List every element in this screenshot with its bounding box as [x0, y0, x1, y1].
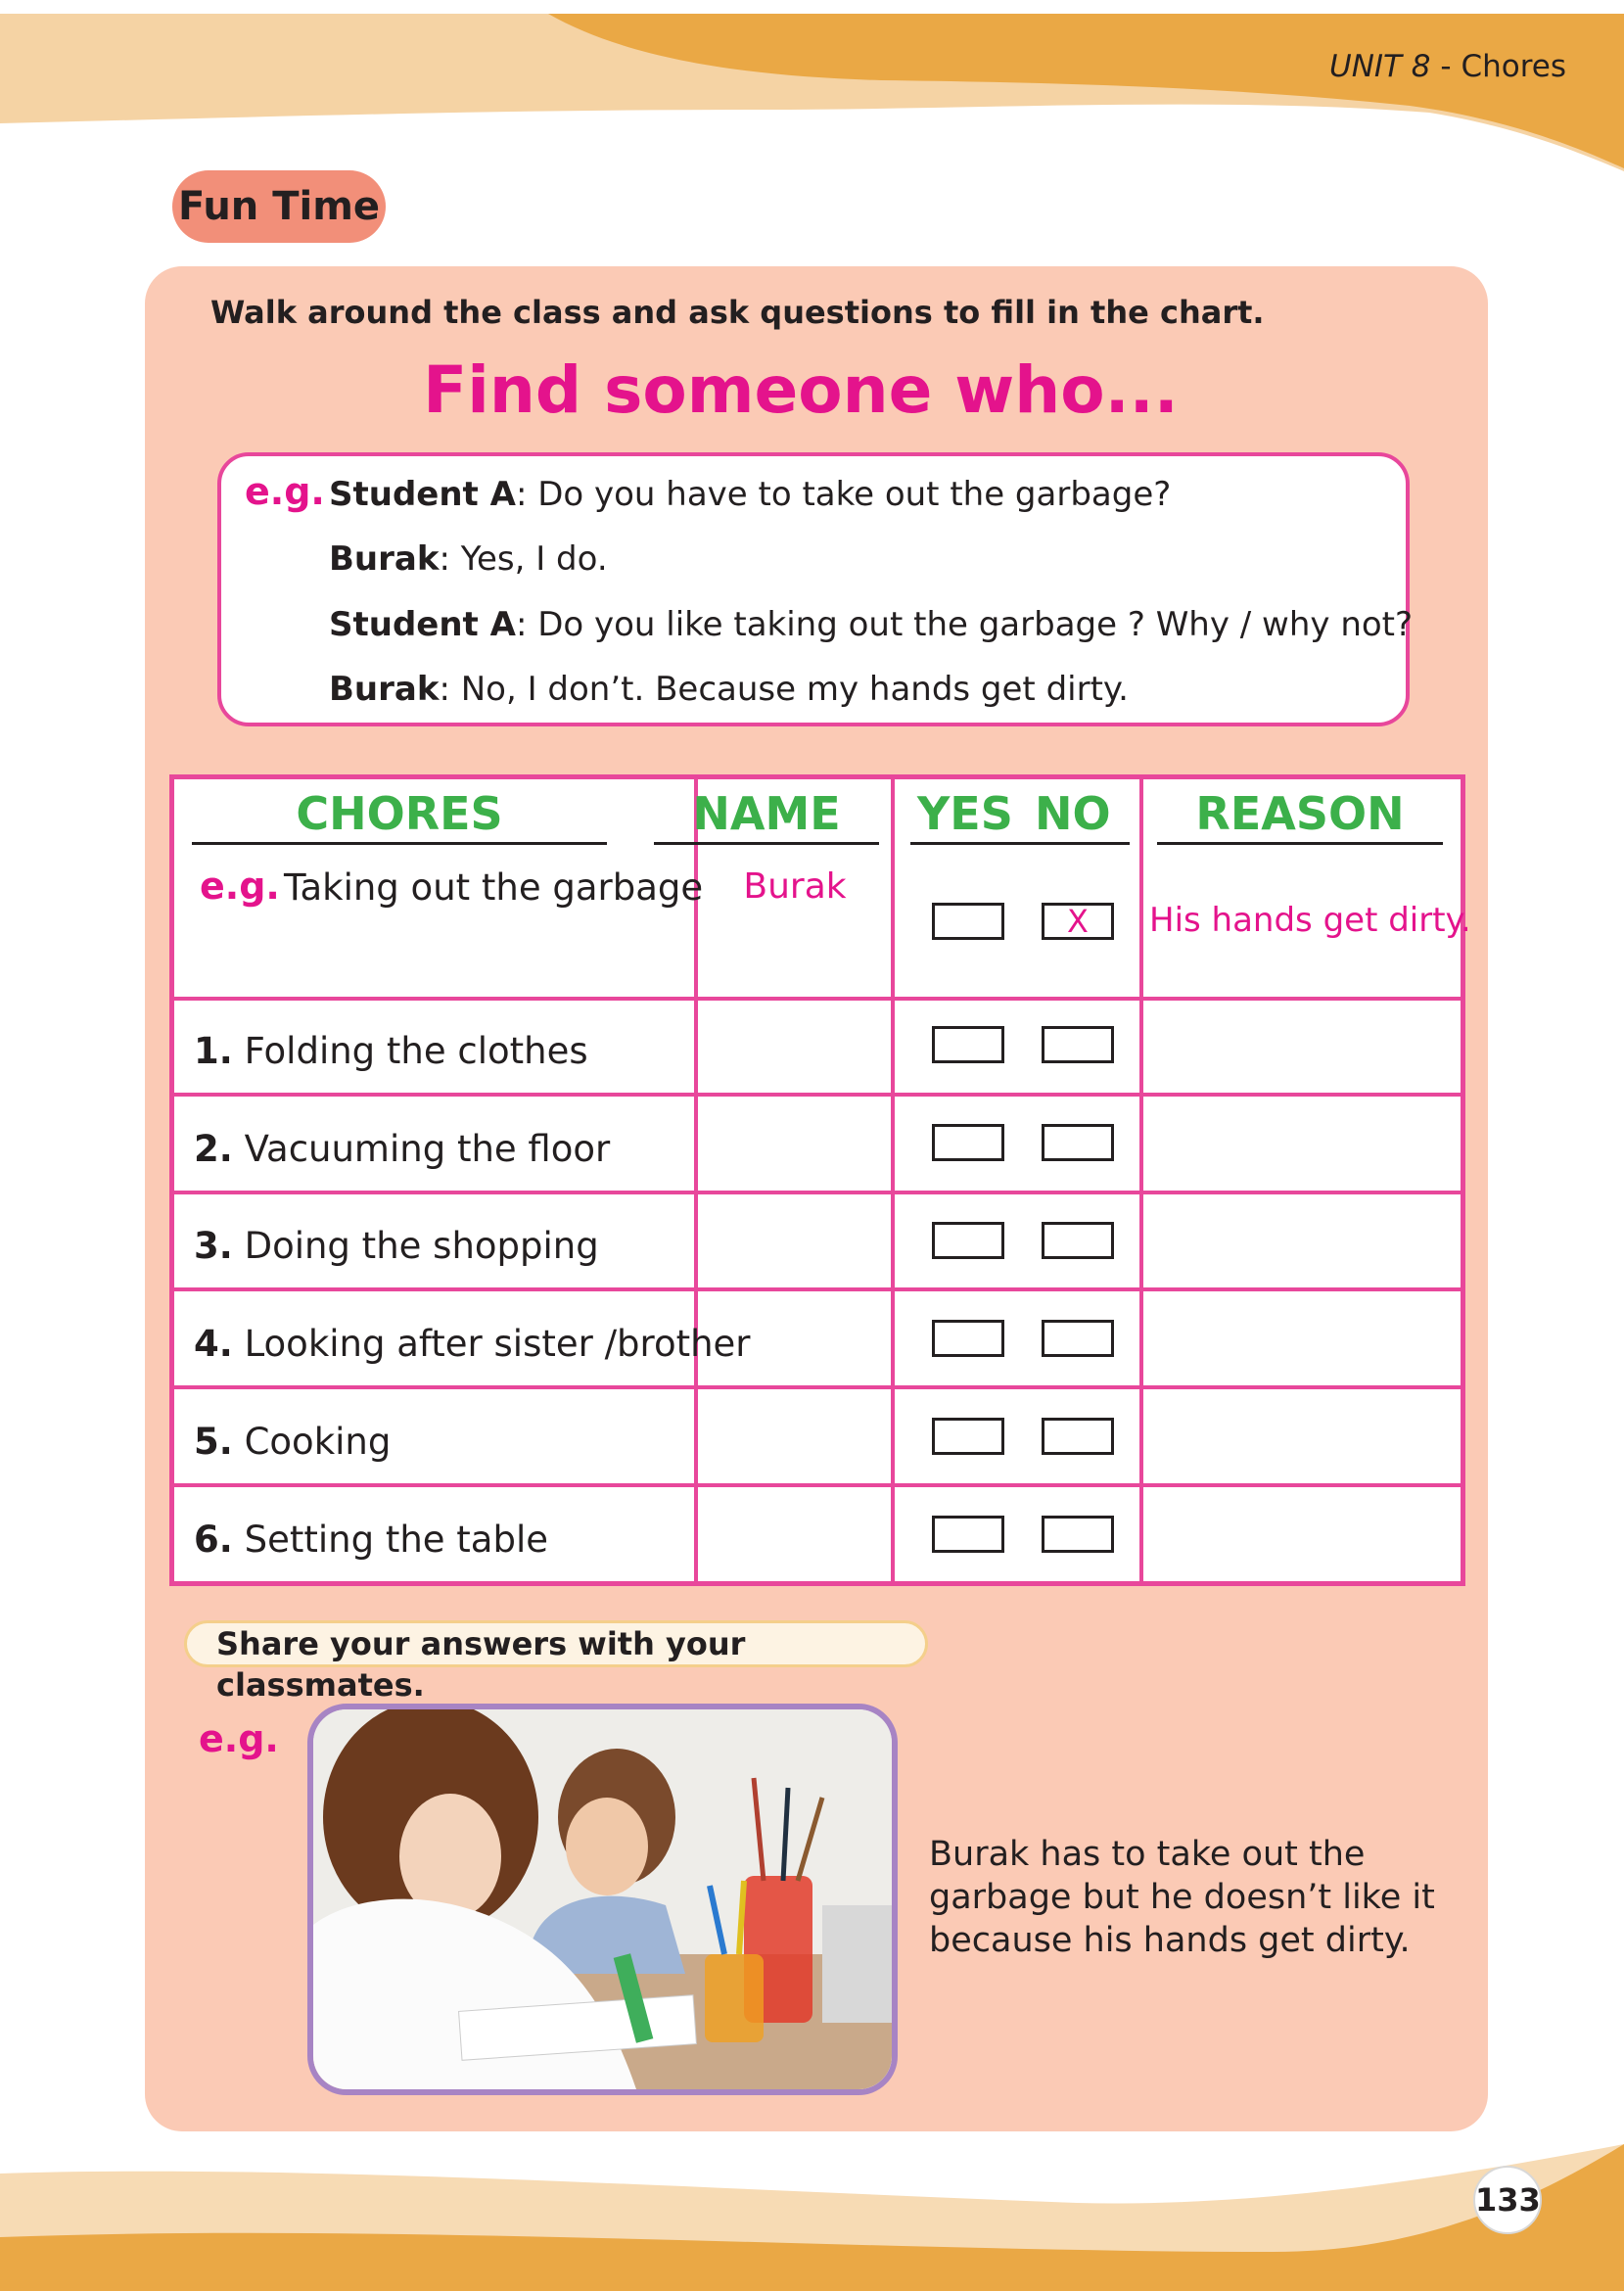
row-divider — [169, 1287, 1465, 1291]
row-number: 6. — [194, 1519, 233, 1561]
dialog-speaker: Student A — [329, 605, 516, 644]
row-chore-label: Cooking — [244, 1421, 392, 1463]
unit-label: UNIT 8 — [1329, 49, 1431, 84]
row-5-no-checkbox[interactable] — [1042, 1418, 1114, 1455]
row-chore-label: Folding the clothes — [244, 1030, 588, 1072]
dialog-speaker: Burak — [329, 670, 440, 709]
column-divider — [891, 774, 895, 1586]
row-divider — [169, 1191, 1465, 1194]
dialog-line-3 — [329, 605, 1413, 644]
students-writing-illustration — [313, 1709, 892, 2089]
header-reason: REASON — [1195, 787, 1405, 840]
instruction-text: Walk around the class and ask questions to fill in the chart. — [210, 294, 1265, 331]
row-chore-label: Doing the shopping — [244, 1225, 599, 1267]
example-chore: Taking out the garbage — [284, 866, 704, 909]
row-chore-label: Looking after sister /brother — [244, 1323, 751, 1365]
row-4-yes-checkbox[interactable] — [932, 1320, 1004, 1357]
row-4-no-checkbox[interactable] — [1042, 1320, 1114, 1357]
example-reason: His hands get dirty. — [1149, 901, 1471, 940]
row-number: 3. — [194, 1225, 233, 1267]
table-row-chore — [194, 1421, 391, 1463]
dialog-speaker: Burak — [329, 539, 440, 579]
dialog-text: : No, I don’t. Because my hands get dirty. — [439, 670, 1129, 709]
example-marker: e.g. — [199, 1717, 279, 1760]
header-chores: CHORES — [296, 787, 503, 840]
row-2-yes-checkbox[interactable] — [932, 1124, 1004, 1161]
row-1-no-checkbox[interactable] — [1042, 1026, 1114, 1063]
header-underline — [910, 842, 1130, 845]
table-row-chore — [194, 1225, 599, 1267]
table-row-chore — [194, 1128, 610, 1170]
dialog-line-4 — [329, 670, 1129, 709]
example-name: Burak — [743, 866, 847, 907]
row-divider — [169, 1483, 1465, 1487]
row-divider — [169, 1385, 1465, 1389]
row-3-yes-checkbox[interactable] — [932, 1222, 1004, 1259]
header-underline — [1157, 842, 1443, 845]
example-row-marker: e.g. — [200, 865, 280, 908]
row-6-no-checkbox[interactable] — [1042, 1516, 1114, 1553]
row-number: 4. — [194, 1323, 233, 1365]
header-name: NAME — [692, 787, 841, 840]
table-row-chore — [194, 1030, 588, 1072]
row-number: 2. — [194, 1128, 233, 1170]
header-yes: YES — [917, 787, 1013, 840]
example-yes-checkbox[interactable] — [932, 903, 1004, 940]
row-2-no-checkbox[interactable] — [1042, 1124, 1114, 1161]
dialog-line-2 — [329, 539, 608, 579]
header-underline — [192, 842, 607, 845]
dialog-text: : Do you like taking out the garbage ? Why / why not? — [515, 605, 1414, 644]
dialog-line-1 — [329, 475, 1171, 514]
row-divider — [169, 997, 1465, 1001]
row-3-no-checkbox[interactable] — [1042, 1222, 1114, 1259]
classroom-photo — [307, 1704, 898, 2095]
row-number: 1. — [194, 1030, 233, 1072]
row-divider — [169, 1093, 1465, 1097]
header-underline — [654, 842, 879, 845]
dialog-text: : Yes, I do. — [439, 539, 608, 579]
dialog-speaker: Student A — [329, 475, 516, 514]
fun-time-badge: Fun Time — [172, 170, 386, 243]
unit-topic: - Chores — [1430, 49, 1566, 84]
header-no: NO — [1035, 787, 1111, 840]
dialog-text: : Do you have to take out the garbage? — [515, 475, 1172, 514]
row-1-yes-checkbox[interactable] — [932, 1026, 1004, 1063]
page-number: 133 — [1473, 2166, 1542, 2234]
row-5-yes-checkbox[interactable] — [932, 1418, 1004, 1455]
example-no-checkbox[interactable]: X — [1042, 903, 1114, 940]
share-instruction: Share your answers with your classmates. — [184, 1620, 928, 1667]
dialog-eg-marker: e.g. — [245, 470, 325, 513]
example-sentence: Burak has to take out the garbage but he doesn’t like it because his hands get dirty. — [929, 1835, 1435, 1960]
table-row-chore — [194, 1323, 751, 1365]
column-divider — [1139, 774, 1143, 1586]
activity-title: Find someone who... — [423, 352, 1179, 428]
row-chore-label: Setting the table — [244, 1519, 549, 1561]
row-number: 5. — [194, 1421, 233, 1463]
unit-header — [1273, 49, 1566, 84]
table-row-chore — [194, 1519, 548, 1561]
row-chore-label: Vacuuming the floor — [244, 1128, 611, 1170]
row-6-yes-checkbox[interactable] — [932, 1516, 1004, 1553]
